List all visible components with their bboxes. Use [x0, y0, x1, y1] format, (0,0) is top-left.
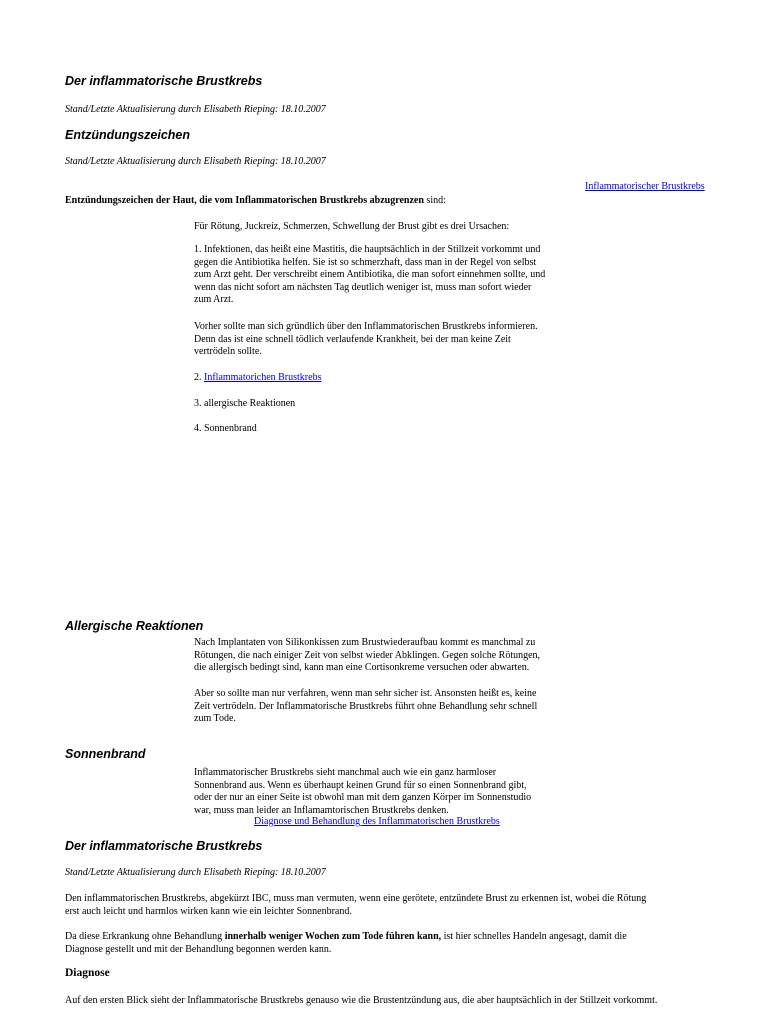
text-line: war, muss man leider an Inflamamtorischen Brustkrebs denken. [194, 804, 449, 816]
text-line: zum Tode. [194, 713, 236, 724]
text-line: 1. Infektionen, das heißt eine Mastitis, die hauptsächlich in der Stillzeit vorkommt und [194, 244, 541, 255]
list-item-2 [194, 372, 321, 385]
heading-entzuendungszeichen: Entzündungszeichen [65, 128, 190, 142]
infektionen-paragraph [194, 244, 545, 307]
text-line: zum Arzt. [194, 294, 234, 305]
text-run: ist hier schnelles Handeln angesagt, damit die [441, 931, 627, 942]
text-line: Nach Implantaten von Silikonkissen zum Brustwiederaufbau kommt es manchmal zu [194, 637, 536, 648]
link-inflammatorischer-brustkrebs[interactable]: Inflammatorischer Brustkrebs [585, 181, 705, 192]
text-line: Rötungen, die nach einiger Zeit von selbst wieder Abklingen. Gegen solche Rötungen, [194, 649, 541, 661]
update-stamp: Stand/Letzte Aktualisierung durch Elisabeth Rieping: 18.10.2007 [65, 867, 326, 878]
sonnenbrand-paragraph [194, 767, 531, 817]
allergie-paragraph-1 [194, 637, 540, 675]
heading-diagnose: Diagnose [65, 967, 110, 979]
text-line: oder der nur an einer Seite ist obwohl man mit dem ganzen Körper im Sonnenstudio [194, 792, 532, 803]
ibc-paragraph [65, 893, 646, 918]
intro-bold-text: Entzündungszeichen der Haut, die vom Inflammatorischen Brustkrebs abzugrenzen [65, 195, 424, 206]
link-diagnose-und-behandlung[interactable]: Diagnose und Behandlung des Inflammatorischen Brustkrebs [254, 816, 500, 827]
list-number: 2. [194, 372, 204, 383]
heading-allergische-reaktionen: Allergische Reaktionen [65, 619, 204, 633]
text-line: Zeit vertrödeln. Der Inflammatorische Brustkrebs führt ohne Behandlung sehr schnell [194, 700, 538, 712]
intro-tail-text: sind: [423, 195, 446, 206]
text-line: die allergisch bedingt sind, kann man eine Cortisonkreme versuchen oder abwarten. [194, 662, 530, 673]
vorher-paragraph [194, 321, 538, 359]
update-stamp: Stand/Letzte Aktualisierung durch Elisabeth Rieping: 18.10.2007 [65, 104, 326, 115]
handeln-paragraph [65, 931, 627, 956]
text-line: Denn das ist eine schnell tödlich verlaufende Krankheit, bei der man keine Zeit [194, 333, 511, 345]
page-title: Der inflammatorische Brustkrebs [65, 74, 263, 88]
text-line: Sonnenbrand aus. Wenn es überhaupt keinen Grund für so einen Sonnenbrand gibt, [194, 779, 527, 791]
text-line: Diagnose gestellt und mit der Behandlung begonnen werden kann. [65, 943, 332, 955]
text-line: vertrödeln sollte. [194, 346, 262, 357]
text-line [65, 931, 627, 944]
text-line: gegen die Antibiotika helfen. Sie ist so schmerzhaft, dass man in der Regel von selbst [194, 256, 537, 268]
update-stamp: Stand/Letzte Aktualisierung durch Elisabeth Rieping: 18.10.2007 [65, 156, 326, 167]
link-inflammatorichen-brustkrebs[interactable]: Inflammatorichen Brustkrebs [204, 372, 322, 383]
text-line: wenn das nicht sofort am nächsten Tag deutlich weniger ist, muss man sofort wieder [194, 281, 532, 293]
heading-sonnenbrand: Sonnenbrand [65, 747, 146, 761]
text-run: Da diese Erkrankung ohne Behandlung [65, 931, 225, 942]
text-line: zum Arzt geht. Der verschreibt einem Antibiotika, die man sofort einnehmen sollte, und [194, 269, 546, 280]
text-line: Aber so sollte man nur verfahren, wenn man sehr sicher ist. Ansonsten heißt es, keine [194, 688, 537, 699]
text-line: Vorher sollte man sich gründlich über den Inflammatorischen Brustkrebs informieren. [194, 321, 538, 332]
allergie-paragraph-2 [194, 688, 537, 726]
intro-line [65, 195, 446, 208]
text-line: Inflammatorischer Brustkrebs sieht manchmal auch wie ein ganz harmloser [194, 767, 497, 778]
heading-der-inflammatorische-brustkrebs: Der inflammatorische Brustkrebs [65, 839, 263, 853]
list-item-3: 3. allergische Reaktionen [194, 398, 296, 409]
causes-text: Für Rötung, Juckreiz, Schmerzen, Schwellung der Brust gibt es drei Ursachen: [194, 221, 510, 232]
bold-text: innerhalb weniger Wochen zum Tode führen kann, [224, 931, 442, 942]
text-line: erst auch leicht und harmlos wirken kann wie ein leichter Sonnenbrand. [65, 905, 352, 917]
last-line: Auf den ersten Blick sieht der Inflammatorische Brustkrebs genauso wie die Brustentzündung aus, die aber hauptsächlich in der Stillzeit vorkommt. [65, 995, 658, 1006]
text-line: Den inflammatorischen Brustkrebs, abgekürzt IBC, muss man vermuten, wenn eine gerötete, entzündete Brust zu erkennen ist, wobei die Rötung [65, 893, 647, 904]
list-item-4: 4. Sonnenbrand [194, 423, 257, 434]
